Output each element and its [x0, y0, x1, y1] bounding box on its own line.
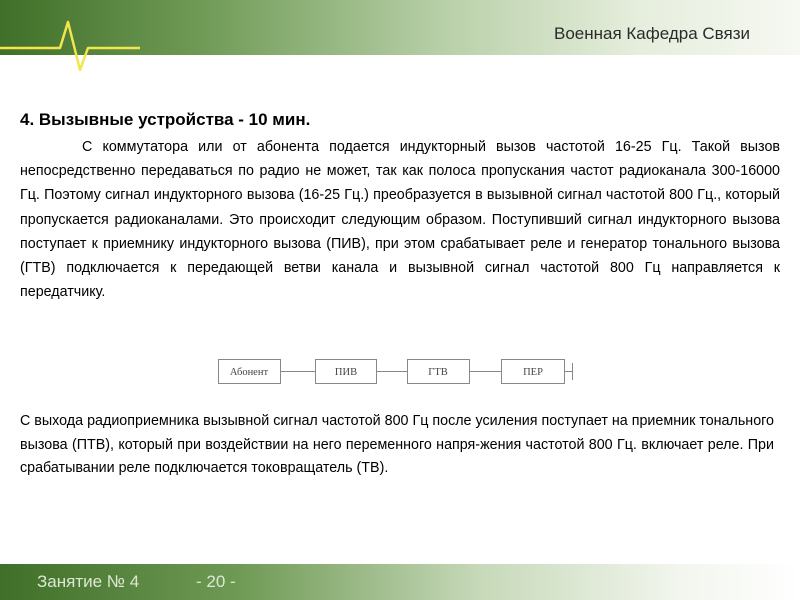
call-path-diagram: [218, 355, 578, 387]
diagram-label-per: ПЕР: [523, 367, 543, 378]
footer-bar: [0, 564, 800, 600]
paragraph-induction-call: С коммутатора или от абонента подается индукторный вызов частотой 16-25 Гц. Такой вызов непосредственно передаваться по радио не может, так как полоса пропускания частот радиоканала 300-16000 Гц. Поэтому сигнал индукторного вызова (16-25 Гц.) преобразуется в вызывной сигнал частотой 800 Гц., который пропускается радиоканалами. Это происходит следующим образом. Поступивший сигнал индукторного вызова поступает к приемнику индукторного вызова (ПИВ), при этом срабатывает реле и генератор тонального вызова (ГТВ) подключается к передающей ветви канала и вызывной сигнал частотой 800 Гц направляется к передатчику.: [20, 139, 780, 301]
footer-lesson-number: Занятие № 4: [37, 572, 140, 591]
pulse-logo-icon: [0, 0, 140, 80]
diagram-label-gtv: ГТВ: [428, 367, 448, 378]
diagram-label-piv: ПИВ: [334, 367, 358, 378]
header-title: Военная Кафедра Связи: [554, 24, 750, 43]
diagram-label-abonent: Абонент: [229, 367, 269, 378]
section-title: 4. Вызывные устройства - 10 мин.: [20, 110, 311, 129]
paragraph-tone-call: С выхода радиоприемника вызывной сигнал частотой 800 Гц после усиления поступает на приемник тонального вызова (ПТВ), который при воздействии на него переменного напря-жения частотой 800 Гц. включает реле. При срабатывании реле подключается токовращатель (ТВ).: [20, 413, 774, 476]
footer-page-number: - 20 -: [196, 572, 236, 591]
